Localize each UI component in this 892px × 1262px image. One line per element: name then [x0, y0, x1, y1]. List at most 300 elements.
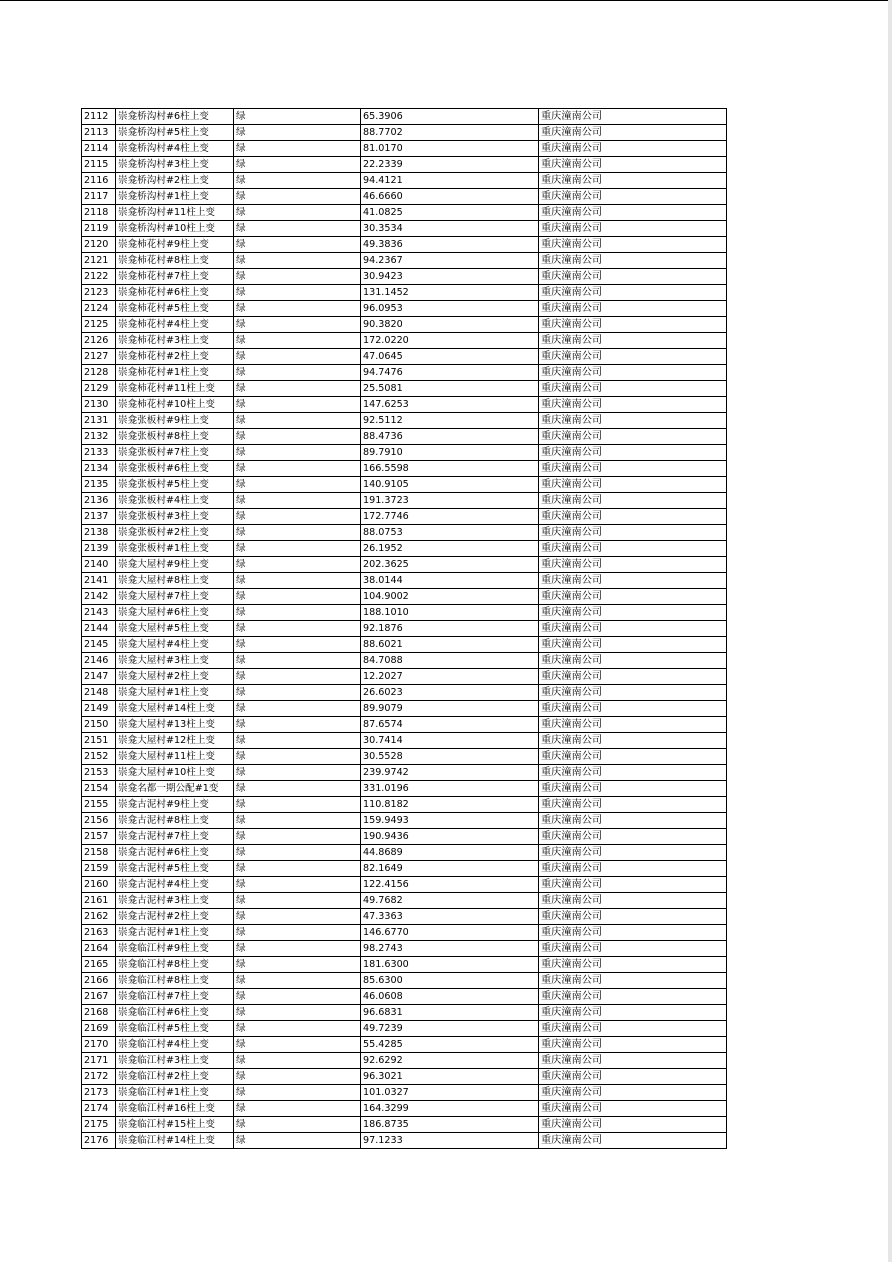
company-cell: 重庆潼南公司 — [539, 605, 727, 621]
device-name-cell: 崇龛大屋村#9柱上变 — [116, 557, 234, 573]
table-row — [82, 653, 727, 669]
row-number-cell: 2141 — [82, 573, 116, 589]
status-cell: 绿 — [234, 189, 361, 205]
device-name-cell: 崇龛大屋村#10柱上变 — [116, 765, 234, 781]
company-cell: 重庆潼南公司 — [539, 797, 727, 813]
value-cell: 88.7702 — [361, 125, 539, 141]
company-cell: 重庆潼南公司 — [539, 653, 727, 669]
device-name-cell: 崇龛柿花村#10柱上变 — [116, 397, 234, 413]
row-number-cell: 2155 — [82, 797, 116, 813]
company-cell: 重庆潼南公司 — [539, 573, 727, 589]
status-cell: 绿 — [234, 797, 361, 813]
company-cell: 重庆潼南公司 — [539, 205, 727, 221]
company-cell: 重庆潼南公司 — [539, 157, 727, 173]
row-number-cell: 2122 — [82, 269, 116, 285]
row-number-cell: 2115 — [82, 157, 116, 173]
status-cell: 绿 — [234, 525, 361, 541]
table-row — [82, 1133, 727, 1149]
device-name-cell: 崇龛古泥村#4柱上变 — [116, 877, 234, 893]
status-cell: 绿 — [234, 221, 361, 237]
row-number-cell: 2143 — [82, 605, 116, 621]
device-name-cell: 崇龛大屋村#6柱上变 — [116, 605, 234, 621]
company-cell: 重庆潼南公司 — [539, 765, 727, 781]
table-row — [82, 589, 727, 605]
table-row — [82, 173, 727, 189]
device-name-cell: 崇龛大屋村#7柱上变 — [116, 589, 234, 605]
row-number-cell: 2172 — [82, 1069, 116, 1085]
row-number-cell: 2159 — [82, 861, 116, 877]
device-name-cell: 崇龛古泥村#6柱上变 — [116, 845, 234, 861]
value-cell: 30.5528 — [361, 749, 539, 765]
table-row — [82, 381, 727, 397]
company-cell: 重庆潼南公司 — [539, 893, 727, 909]
device-name-cell: 崇龛大屋村#1柱上变 — [116, 685, 234, 701]
status-cell: 绿 — [234, 1037, 361, 1053]
device-name-cell: 崇龛桥沟村#1柱上变 — [116, 189, 234, 205]
status-cell: 绿 — [234, 141, 361, 157]
row-number-cell: 2124 — [82, 301, 116, 317]
status-cell: 绿 — [234, 557, 361, 573]
status-cell: 绿 — [234, 1021, 361, 1037]
status-cell: 绿 — [234, 509, 361, 525]
row-number-cell: 2127 — [82, 349, 116, 365]
device-name-cell: 崇龛张板村#4柱上变 — [116, 493, 234, 509]
table-row — [82, 253, 727, 269]
row-number-cell: 2139 — [82, 541, 116, 557]
device-name-cell: 崇龛临江村#7柱上变 — [116, 989, 234, 1005]
row-number-cell: 2153 — [82, 765, 116, 781]
company-cell: 重庆潼南公司 — [539, 749, 727, 765]
table-row — [82, 1085, 727, 1101]
table-row — [82, 717, 727, 733]
device-name-cell: 崇龛柿花村#8柱上变 — [116, 253, 234, 269]
table-row — [82, 1005, 727, 1021]
company-cell: 重庆潼南公司 — [539, 589, 727, 605]
value-cell: 159.9493 — [361, 813, 539, 829]
company-cell: 重庆潼南公司 — [539, 413, 727, 429]
row-number-cell: 2160 — [82, 877, 116, 893]
row-number-cell: 2117 — [82, 189, 116, 205]
device-name-cell: 崇龛柿花村#3柱上变 — [116, 333, 234, 349]
company-cell: 重庆潼南公司 — [539, 989, 727, 1005]
status-cell: 绿 — [234, 573, 361, 589]
status-cell: 绿 — [234, 1101, 361, 1117]
status-cell: 绿 — [234, 493, 361, 509]
value-cell: 25.5081 — [361, 381, 539, 397]
device-name-cell: 崇龛大屋村#13柱上变 — [116, 717, 234, 733]
status-cell: 绿 — [234, 733, 361, 749]
device-name-cell: 崇龛桥沟村#4柱上变 — [116, 141, 234, 157]
table-row — [82, 285, 727, 301]
row-number-cell: 2154 — [82, 781, 116, 797]
company-cell: 重庆潼南公司 — [539, 381, 727, 397]
value-cell: 81.0170 — [361, 141, 539, 157]
row-number-cell: 2157 — [82, 829, 116, 845]
value-cell: 41.0825 — [361, 205, 539, 221]
row-number-cell: 2118 — [82, 205, 116, 221]
value-cell: 89.7910 — [361, 445, 539, 461]
device-name-cell: 崇龛张板村#6柱上变 — [116, 461, 234, 477]
row-number-cell: 2114 — [82, 141, 116, 157]
device-name-cell: 崇龛柿花村#9柱上变 — [116, 237, 234, 253]
company-cell: 重庆潼南公司 — [539, 269, 727, 285]
value-cell: 131.1452 — [361, 285, 539, 301]
table-row — [82, 829, 727, 845]
company-cell: 重庆潼南公司 — [539, 397, 727, 413]
row-number-cell: 2126 — [82, 333, 116, 349]
table-row — [82, 301, 727, 317]
value-cell: 88.4736 — [361, 429, 539, 445]
company-cell: 重庆潼南公司 — [539, 861, 727, 877]
value-cell: 147.6253 — [361, 397, 539, 413]
company-cell: 重庆潼南公司 — [539, 141, 727, 157]
row-number-cell: 2116 — [82, 173, 116, 189]
row-number-cell: 2135 — [82, 477, 116, 493]
company-cell: 重庆潼南公司 — [539, 973, 727, 989]
row-number-cell: 2146 — [82, 653, 116, 669]
value-cell: 88.0753 — [361, 525, 539, 541]
device-name-cell: 崇龛大屋村#8柱上变 — [116, 573, 234, 589]
status-cell: 绿 — [234, 1069, 361, 1085]
status-cell: 绿 — [234, 413, 361, 429]
company-cell: 重庆潼南公司 — [539, 365, 727, 381]
device-name-cell: 崇龛古泥村#7柱上变 — [116, 829, 234, 845]
device-name-cell: 崇龛桥沟村#10柱上变 — [116, 221, 234, 237]
status-cell: 绿 — [234, 813, 361, 829]
company-cell: 重庆潼南公司 — [539, 1085, 727, 1101]
device-name-cell: 崇龛古泥村#2柱上变 — [116, 909, 234, 925]
device-name-cell: 崇龛大屋村#5柱上变 — [116, 621, 234, 637]
status-cell: 绿 — [234, 205, 361, 221]
device-name-cell: 崇龛古泥村#8柱上变 — [116, 813, 234, 829]
device-name-cell: 崇龛柿花村#4柱上变 — [116, 317, 234, 333]
table-row — [82, 781, 727, 797]
status-cell: 绿 — [234, 941, 361, 957]
status-cell: 绿 — [234, 349, 361, 365]
company-cell: 重庆潼南公司 — [539, 285, 727, 301]
status-cell: 绿 — [234, 397, 361, 413]
table-row — [82, 365, 727, 381]
row-number-cell: 2112 — [82, 109, 116, 125]
device-name-cell: 崇龛临江村#2柱上变 — [116, 1069, 234, 1085]
device-name-cell: 崇龛大屋村#12柱上变 — [116, 733, 234, 749]
company-cell: 重庆潼南公司 — [539, 541, 727, 557]
status-cell: 绿 — [234, 461, 361, 477]
company-cell: 重庆潼南公司 — [539, 237, 727, 253]
row-number-cell: 2142 — [82, 589, 116, 605]
value-cell: 94.4121 — [361, 173, 539, 189]
row-number-cell: 2113 — [82, 125, 116, 141]
row-number-cell: 2132 — [82, 429, 116, 445]
device-name-cell: 崇龛临江村#4柱上变 — [116, 1037, 234, 1053]
company-cell: 重庆潼南公司 — [539, 189, 727, 205]
row-number-cell: 2136 — [82, 493, 116, 509]
company-cell: 重庆潼南公司 — [539, 493, 727, 509]
value-cell: 98.2743 — [361, 941, 539, 957]
table-row — [82, 109, 727, 125]
status-cell: 绿 — [234, 477, 361, 493]
device-name-cell: 崇龛柿花村#5柱上变 — [116, 301, 234, 317]
status-cell: 绿 — [234, 861, 361, 877]
table-row — [82, 237, 727, 253]
value-cell: 82.1649 — [361, 861, 539, 877]
status-cell: 绿 — [234, 317, 361, 333]
row-number-cell: 2174 — [82, 1101, 116, 1117]
value-cell: 172.0220 — [361, 333, 539, 349]
value-cell: 172.7746 — [361, 509, 539, 525]
value-cell: 65.3906 — [361, 109, 539, 125]
status-cell: 绿 — [234, 1133, 361, 1149]
page-edge-shadow — [888, 0, 892, 1262]
device-name-cell: 崇龛大屋村#4柱上变 — [116, 637, 234, 653]
table-row — [82, 877, 727, 893]
table-row — [82, 141, 727, 157]
status-cell: 绿 — [234, 605, 361, 621]
device-name-cell: 崇龛桥沟村#11柱上变 — [116, 205, 234, 221]
company-cell: 重庆潼南公司 — [539, 221, 727, 237]
company-cell: 重庆潼南公司 — [539, 1053, 727, 1069]
table-row — [82, 157, 727, 173]
company-cell: 重庆潼南公司 — [539, 1069, 727, 1085]
value-cell: 186.8735 — [361, 1117, 539, 1133]
value-cell: 30.3534 — [361, 221, 539, 237]
row-number-cell: 2175 — [82, 1117, 116, 1133]
value-cell: 164.3299 — [361, 1101, 539, 1117]
table-row — [82, 189, 727, 205]
company-cell: 重庆潼南公司 — [539, 909, 727, 925]
device-name-cell: 崇龛古泥村#1柱上变 — [116, 925, 234, 941]
row-number-cell: 2129 — [82, 381, 116, 397]
status-cell: 绿 — [234, 685, 361, 701]
table-row — [82, 205, 727, 221]
company-cell: 重庆潼南公司 — [539, 173, 727, 189]
company-cell: 重庆潼南公司 — [539, 845, 727, 861]
value-cell: 90.3820 — [361, 317, 539, 333]
device-name-cell: 崇龛张板村#9柱上变 — [116, 413, 234, 429]
table-row — [82, 1069, 727, 1085]
status-cell: 绿 — [234, 365, 361, 381]
page-top-border — [0, 0, 892, 1]
device-name-cell: 崇龛名都一期公配#1变 — [116, 781, 234, 797]
table-row — [82, 541, 727, 557]
value-cell: 87.6574 — [361, 717, 539, 733]
table-row — [82, 701, 727, 717]
table-row — [82, 557, 727, 573]
value-cell: 96.6831 — [361, 1005, 539, 1021]
device-name-cell: 崇龛临江村#5柱上变 — [116, 1021, 234, 1037]
status-cell: 绿 — [234, 989, 361, 1005]
row-number-cell: 2170 — [82, 1037, 116, 1053]
value-cell: 49.7239 — [361, 1021, 539, 1037]
company-cell: 重庆潼南公司 — [539, 957, 727, 973]
table-row — [82, 125, 727, 141]
value-cell: 22.2339 — [361, 157, 539, 173]
value-cell: 92.6292 — [361, 1053, 539, 1069]
status-cell: 绿 — [234, 957, 361, 973]
company-cell: 重庆潼南公司 — [539, 557, 727, 573]
table-row — [82, 397, 727, 413]
row-number-cell: 2171 — [82, 1053, 116, 1069]
row-number-cell: 2137 — [82, 509, 116, 525]
status-cell: 绿 — [234, 445, 361, 461]
company-cell: 重庆潼南公司 — [539, 509, 727, 525]
device-name-cell: 崇龛柿花村#1柱上变 — [116, 365, 234, 381]
row-number-cell: 2140 — [82, 557, 116, 573]
table-row — [82, 573, 727, 589]
row-number-cell: 2120 — [82, 237, 116, 253]
company-cell: 重庆潼南公司 — [539, 253, 727, 269]
row-number-cell: 2121 — [82, 253, 116, 269]
status-cell: 绿 — [234, 765, 361, 781]
device-name-cell: 崇龛大屋村#11柱上变 — [116, 749, 234, 765]
value-cell: 122.4156 — [361, 877, 539, 893]
device-name-cell: 崇龛柿花村#2柱上变 — [116, 349, 234, 365]
company-cell: 重庆潼南公司 — [539, 477, 727, 493]
value-cell: 188.1010 — [361, 605, 539, 621]
status-cell: 绿 — [234, 109, 361, 125]
value-cell: 96.3021 — [361, 1069, 539, 1085]
status-cell: 绿 — [234, 653, 361, 669]
status-cell: 绿 — [234, 381, 361, 397]
device-name-cell: 崇龛大屋村#3柱上变 — [116, 653, 234, 669]
value-cell: 97.1233 — [361, 1133, 539, 1149]
device-name-cell: 崇龛张板村#1柱上变 — [116, 541, 234, 557]
device-name-cell: 崇龛张板村#2柱上变 — [116, 525, 234, 541]
value-cell: 88.6021 — [361, 637, 539, 653]
company-cell: 重庆潼南公司 — [539, 829, 727, 845]
row-number-cell: 2168 — [82, 1005, 116, 1021]
row-number-cell: 2173 — [82, 1085, 116, 1101]
value-cell: 191.3723 — [361, 493, 539, 509]
table-row — [82, 1101, 727, 1117]
status-cell: 绿 — [234, 253, 361, 269]
status-cell: 绿 — [234, 749, 361, 765]
table-row — [82, 861, 727, 877]
table-row — [82, 333, 727, 349]
value-cell: 110.8182 — [361, 797, 539, 813]
table-row — [82, 445, 727, 461]
device-name-cell: 崇龛临江村#14柱上变 — [116, 1133, 234, 1149]
device-name-cell: 崇龛临江村#6柱上变 — [116, 1005, 234, 1021]
status-cell: 绿 — [234, 1085, 361, 1101]
company-cell: 重庆潼南公司 — [539, 781, 727, 797]
device-name-cell: 崇龛大屋村#2柱上变 — [116, 669, 234, 685]
row-number-cell: 2123 — [82, 285, 116, 301]
status-cell: 绿 — [234, 909, 361, 925]
table-row — [82, 893, 727, 909]
table-row — [82, 317, 727, 333]
table-row — [82, 845, 727, 861]
device-name-cell: 崇龛临江村#8柱上变 — [116, 957, 234, 973]
value-cell: 94.2367 — [361, 253, 539, 269]
company-cell: 重庆潼南公司 — [539, 109, 727, 125]
table-row — [82, 957, 727, 973]
status-cell: 绿 — [234, 877, 361, 893]
status-cell: 绿 — [234, 637, 361, 653]
value-cell: 49.3836 — [361, 237, 539, 253]
company-cell: 重庆潼南公司 — [539, 429, 727, 445]
status-cell: 绿 — [234, 429, 361, 445]
table-row — [82, 493, 727, 509]
table-row — [82, 1053, 727, 1069]
value-cell: 47.3363 — [361, 909, 539, 925]
value-cell: 239.9742 — [361, 765, 539, 781]
company-cell: 重庆潼南公司 — [539, 349, 727, 365]
device-name-cell: 崇龛桥沟村#6柱上变 — [116, 109, 234, 125]
value-cell: 96.0953 — [361, 301, 539, 317]
status-cell: 绿 — [234, 717, 361, 733]
company-cell: 重庆潼南公司 — [539, 525, 727, 541]
row-number-cell: 2147 — [82, 669, 116, 685]
status-cell: 绿 — [234, 237, 361, 253]
table-row — [82, 973, 727, 989]
status-cell: 绿 — [234, 781, 361, 797]
table-row — [82, 349, 727, 365]
device-name-cell: 崇龛柿花村#11柱上变 — [116, 381, 234, 397]
status-cell: 绿 — [234, 845, 361, 861]
value-cell: 55.4285 — [361, 1037, 539, 1053]
device-name-cell: 崇龛古泥村#5柱上变 — [116, 861, 234, 877]
value-cell: 26.6023 — [361, 685, 539, 701]
value-cell: 44.8689 — [361, 845, 539, 861]
value-cell: 101.0327 — [361, 1085, 539, 1101]
row-number-cell: 2169 — [82, 1021, 116, 1037]
table-row — [82, 941, 727, 957]
company-cell: 重庆潼南公司 — [539, 925, 727, 941]
value-cell: 46.6660 — [361, 189, 539, 205]
row-number-cell: 2164 — [82, 941, 116, 957]
company-cell: 重庆潼南公司 — [539, 445, 727, 461]
table-body — [82, 109, 727, 1149]
value-cell: 89.9079 — [361, 701, 539, 717]
row-number-cell: 2150 — [82, 717, 116, 733]
device-name-cell: 崇龛临江村#3柱上变 — [116, 1053, 234, 1069]
status-cell: 绿 — [234, 157, 361, 173]
value-cell: 202.3625 — [361, 557, 539, 573]
row-number-cell: 2128 — [82, 365, 116, 381]
row-number-cell: 2149 — [82, 701, 116, 717]
company-cell: 重庆潼南公司 — [539, 333, 727, 349]
company-cell: 重庆潼南公司 — [539, 717, 727, 733]
value-cell: 92.1876 — [361, 621, 539, 637]
table-row — [82, 989, 727, 1005]
value-cell: 181.6300 — [361, 957, 539, 973]
device-name-cell: 崇龛古泥村#3柱上变 — [116, 893, 234, 909]
value-cell: 12.2027 — [361, 669, 539, 685]
status-cell: 绿 — [234, 621, 361, 637]
row-number-cell: 2161 — [82, 893, 116, 909]
value-cell: 30.9423 — [361, 269, 539, 285]
device-name-cell: 崇龛临江村#8柱上变 — [116, 973, 234, 989]
device-name-cell: 崇龛张板村#8柱上变 — [116, 429, 234, 445]
status-cell: 绿 — [234, 701, 361, 717]
company-cell: 重庆潼南公司 — [539, 733, 727, 749]
row-number-cell: 2125 — [82, 317, 116, 333]
status-cell: 绿 — [234, 285, 361, 301]
status-cell: 绿 — [234, 669, 361, 685]
row-number-cell: 2145 — [82, 637, 116, 653]
company-cell: 重庆潼南公司 — [539, 1021, 727, 1037]
company-cell: 重庆潼南公司 — [539, 1101, 727, 1117]
table-row — [82, 525, 727, 541]
row-number-cell: 2131 — [82, 413, 116, 429]
table-row — [82, 1037, 727, 1053]
device-name-cell: 崇龛柿花村#6柱上变 — [116, 285, 234, 301]
data-table — [81, 108, 727, 1149]
device-name-cell: 崇龛桥沟村#3柱上变 — [116, 157, 234, 173]
table-row — [82, 765, 727, 781]
row-number-cell: 2138 — [82, 525, 116, 541]
